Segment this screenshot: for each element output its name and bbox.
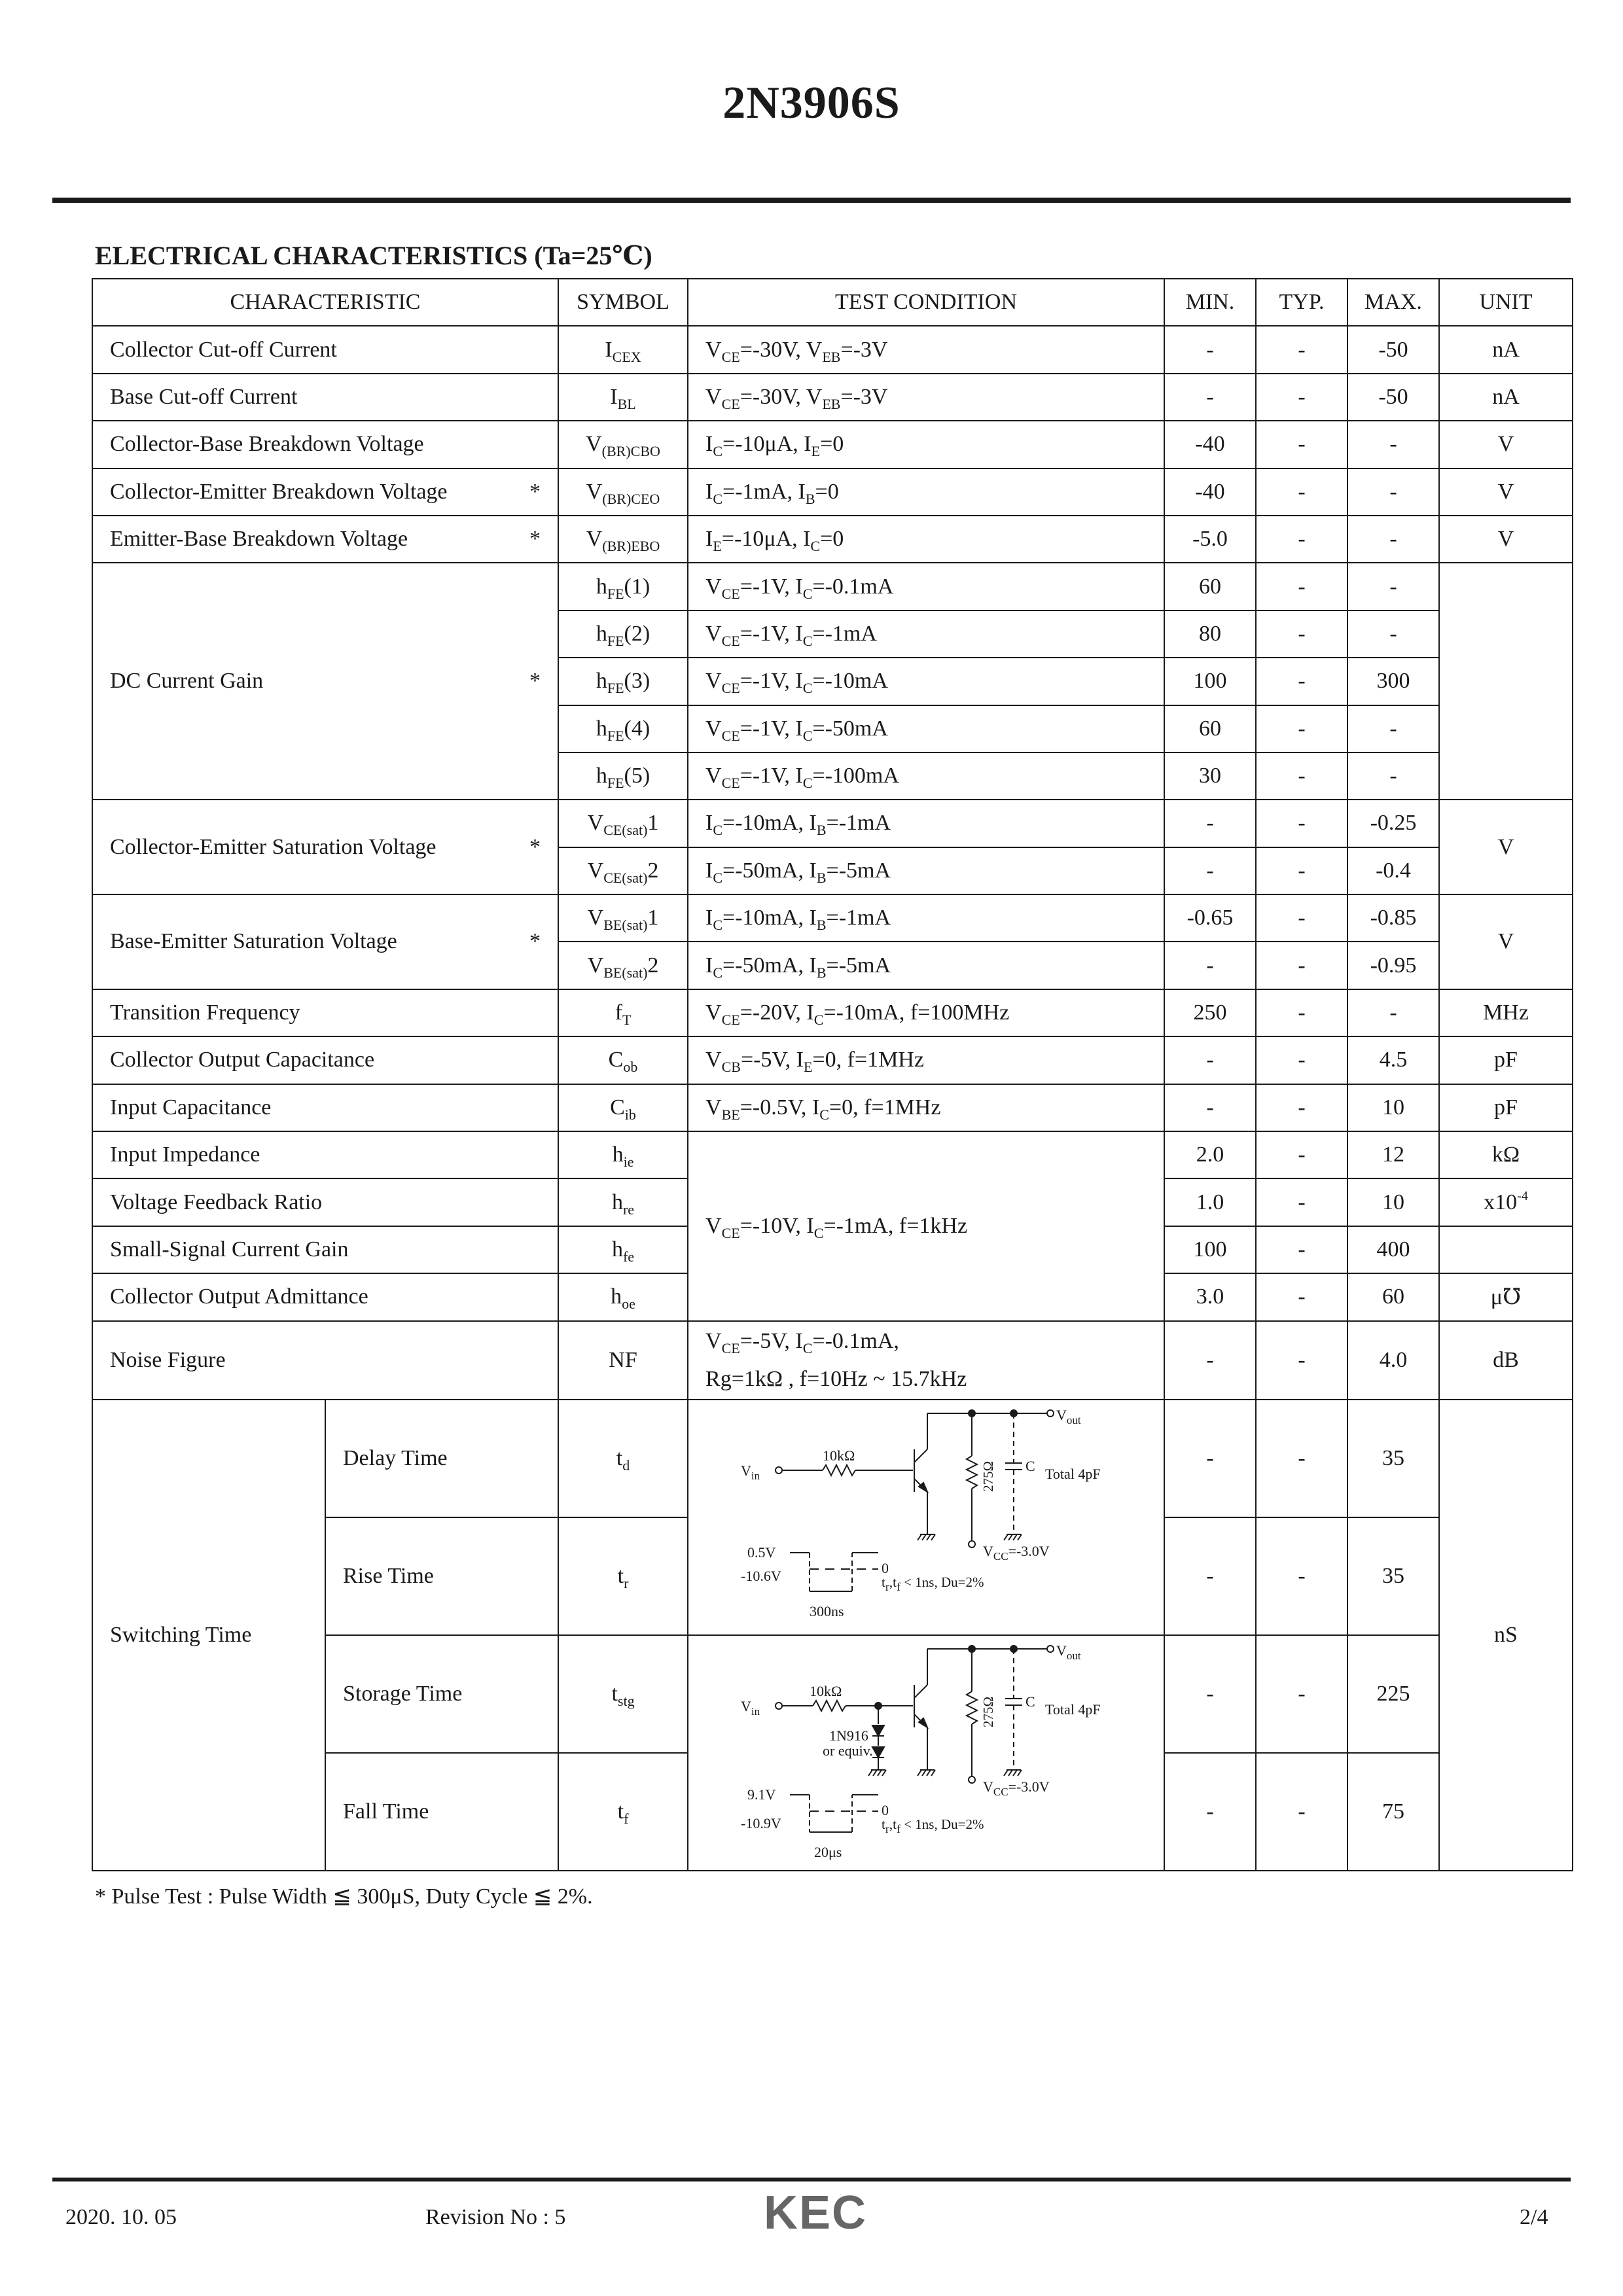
condition-cell: $I_C=-10mA$, $I_B=-1mA$ (688, 894, 1164, 942)
min-cell: 60 (1164, 563, 1256, 610)
symbol-cell: $t_{stg}$ (558, 1635, 688, 1753)
unit-cell: $x10^{-4}$ (1439, 1178, 1573, 1226)
sub-characteristic-cell: Rise Time (325, 1517, 558, 1635)
min-cell: 100 (1164, 658, 1256, 705)
min-cell: - (1164, 1036, 1256, 1084)
max-cell: 60 (1347, 1273, 1439, 1320)
typ-cell: - (1256, 1131, 1347, 1178)
vout-label: $V_{out}$ (1056, 1406, 1081, 1426)
table-row (92, 468, 1573, 516)
max-cell: -50 (1347, 374, 1439, 421)
page-title: 2N3906S (722, 78, 901, 128)
zero-level-label: 0 (882, 1559, 889, 1576)
typ-cell: - (1256, 421, 1347, 468)
max-cell: 10 (1347, 1084, 1439, 1131)
characteristic-cell: Collector Cut-off Current (92, 326, 558, 373)
typ-cell: - (1256, 1273, 1347, 1320)
condition-cell: $I_E=-10\mu A$, $I_C=0$ (688, 516, 1164, 563)
characteristic-cell: Switching Time (92, 1400, 325, 1871)
min-cell: 3.0 (1164, 1273, 1256, 1320)
characteristic-cell: Voltage Feedback Ratio (92, 1178, 558, 1226)
max-cell: 10 (1347, 1178, 1439, 1226)
typ-cell: - (1256, 1178, 1347, 1226)
vout-label: $V_{out}$ (1056, 1642, 1081, 1662)
table-row (92, 1321, 1573, 1400)
typ-cell: - (1256, 468, 1347, 516)
unit-cell: V (1439, 468, 1573, 516)
condition-line-2: Rg=1kΩ , f=10Hz ~ 15.7kHz (705, 1366, 967, 1391)
unit-cell (1439, 1226, 1573, 1273)
condition-cell: $V_{CE}=-1V$, $I_C=-100mA$ (688, 752, 1164, 800)
symbol-cell: $h_{FE}(4)$ (558, 705, 688, 752)
max-cell: - (1347, 989, 1439, 1036)
unit-cell: nA (1439, 326, 1573, 373)
min-cell: - (1164, 326, 1256, 373)
symbol-cell: $t_f$ (558, 1753, 688, 1871)
max-cell: - (1347, 610, 1439, 658)
unit-cell: MHz (1439, 989, 1573, 1036)
capacitor-label: C (1026, 1693, 1035, 1710)
symbol-cell: $h_{FE}(1)$ (558, 563, 688, 610)
min-cell: - (1164, 1753, 1256, 1871)
min-cell: - (1164, 1400, 1256, 1517)
characteristic-cell: Transition Frequency (92, 989, 558, 1036)
unit-cell: kΩ (1439, 1131, 1573, 1178)
typ-cell: - (1256, 847, 1347, 894)
max-cell: 400 (1347, 1226, 1439, 1273)
typ-cell: - (1256, 374, 1347, 421)
unit-cell: μ℧ (1439, 1273, 1573, 1320)
zero-level-label: 0 (882, 1801, 889, 1818)
typ-cell: - (1256, 1321, 1347, 1400)
header-typ: TYP. (1256, 279, 1347, 326)
condition-cell: $I_C=-1mA$, $I_B=0$ (688, 468, 1164, 516)
unit-cell: V (1439, 800, 1573, 894)
condition-cell: $V_{CE}=-1V$, $I_C=-0.1mA$ (688, 563, 1164, 610)
condition-line-1: $V_{CE}=-5V$, $I_C=-0.1mA$, (705, 1328, 899, 1356)
unit-cell: nS (1439, 1400, 1573, 1871)
table-header-row (92, 279, 1573, 326)
header-rule (52, 198, 1571, 203)
condition-cell: $V_{CE}=-1V$, $I_C=-50mA$ (688, 705, 1164, 752)
symbol-cell: $I_{BL}$ (558, 374, 688, 421)
condition-cell: $I_C=-50mA$, $I_B=-5mA$ (688, 847, 1164, 894)
typ-cell: - (1256, 752, 1347, 800)
delay-rise-test-circuit (688, 1400, 1164, 1635)
vin-label: $V_{in}$ (741, 1462, 760, 1482)
pulse-high-label: 9.1V (747, 1786, 776, 1803)
typ-cell: - (1256, 326, 1347, 373)
diode-label: 1N916 (829, 1727, 868, 1744)
condition-cell: $V_{CE}=-30V$, $V_{EB}=-3V$ (688, 326, 1164, 373)
footer-rule (52, 2178, 1571, 2181)
timing-spec-label: tr,tf < 1ns, Du=2% (882, 1816, 984, 1835)
symbol-cell: $V_{(BR)CEO}$ (558, 468, 688, 516)
symbol-cell: $h_{oe}$ (558, 1273, 688, 1320)
condition-cell: $V_{CE}=-1V$, $I_C=-1mA$ (688, 610, 1164, 658)
condition-cell: $V_{CE}=-10V$, $I_C=-1mA$, f=1kHz (688, 1131, 1164, 1321)
min-cell: 60 (1164, 705, 1256, 752)
resistor-label: 10kΩ (810, 1682, 842, 1699)
characteristic-cell: Small-Signal Current Gain (92, 1226, 558, 1273)
resistor-label: 10kΩ (823, 1447, 855, 1464)
symbol-cell: $f_T$ (558, 989, 688, 1036)
unit-cell: V (1439, 894, 1573, 989)
unit-cell (1439, 563, 1573, 800)
unit-cell: V (1439, 421, 1573, 468)
symbol-cell: $V_{CE(sat)}2$ (558, 847, 688, 894)
kec-logo (755, 2188, 876, 2235)
symbol-cell: $h_{ie}$ (558, 1131, 688, 1178)
characteristic-cell: Emitter-Base Breakdown Voltage * (92, 516, 558, 563)
condition-cell: $I_C=-10\mu A$, $I_E=0$ (688, 421, 1164, 468)
condition-cell: $I_C=-10mA$, $I_B=-1mA$ (688, 800, 1164, 847)
max-cell: -0.85 (1347, 894, 1439, 942)
typ-cell: - (1256, 1635, 1347, 1753)
typ-cell: - (1256, 1400, 1347, 1517)
symbol-cell: $V_{(BR)EBO}$ (558, 516, 688, 563)
max-cell: 225 (1347, 1635, 1439, 1753)
max-cell: 35 (1347, 1400, 1439, 1517)
condition-cell: $V_{CE}=-20V$, $I_C=-10mA$, f=100MHz (688, 989, 1164, 1036)
min-cell: - (1164, 1635, 1256, 1753)
typ-cell: - (1256, 658, 1347, 705)
min-cell: -0.65 (1164, 894, 1256, 942)
typ-cell: - (1256, 563, 1347, 610)
max-cell: 300 (1347, 658, 1439, 705)
condition-cell: $V_{BE}=-0.5V$, $I_C=0$, f=1MHz (688, 1084, 1164, 1131)
pulse-low-label: -10.9V (741, 1814, 781, 1831)
max-cell: - (1347, 421, 1439, 468)
min-cell: 1.0 (1164, 1178, 1256, 1226)
pulse-width-label: 300ns (810, 1602, 844, 1619)
sub-characteristic-cell: Storage Time (325, 1635, 558, 1753)
unit-cell: nA (1439, 374, 1573, 421)
footer-date: 2020. 10. 05 (65, 2205, 177, 2229)
symbol-cell: $C_{ib}$ (558, 1084, 688, 1131)
max-cell: 75 (1347, 1753, 1439, 1871)
footer-page-number: 2/4 (1520, 2205, 1548, 2229)
timing-spec-label: tr,tf < 1ns, Du=2% (882, 1574, 984, 1593)
characteristic-cell: Collector-Emitter Saturation Voltage * (92, 800, 558, 894)
characteristic-cell: Input Impedance (92, 1131, 558, 1178)
max-cell: - (1347, 563, 1439, 610)
typ-cell: - (1256, 894, 1347, 942)
condition-cell: $V_{CE}=-1V$, $I_C=-10mA$ (688, 658, 1164, 705)
typ-cell: - (1256, 1517, 1347, 1635)
min-cell: 2.0 (1164, 1131, 1256, 1178)
sub-characteristic-cell: Delay Time (325, 1400, 558, 1517)
min-cell: -5.0 (1164, 516, 1256, 563)
min-cell: -40 (1164, 421, 1256, 468)
condition-cell: $I_C=-50mA$, $I_B=-5mA$ (688, 942, 1164, 989)
symbol-cell: $V_{CE(sat)}1$ (558, 800, 688, 847)
capacitor-total-label: Total 4pF (1045, 1465, 1101, 1482)
typ-cell: - (1256, 610, 1347, 658)
min-cell: 80 (1164, 610, 1256, 658)
header-min: MIN. (1164, 279, 1256, 326)
typ-cell: - (1256, 1084, 1347, 1131)
unit-cell: V (1439, 516, 1573, 563)
characteristic-cell: Collector Output Capacitance (92, 1036, 558, 1084)
max-cell: - (1347, 468, 1439, 516)
typ-cell: - (1256, 942, 1347, 989)
characteristic-cell: Collector Output Admittance (92, 1273, 558, 1320)
capacitor-label: C (1026, 1457, 1035, 1474)
min-cell: 250 (1164, 989, 1256, 1036)
symbol-cell: $h_{re}$ (558, 1178, 688, 1226)
table-row (92, 1400, 1573, 1517)
symbol-cell: NF (558, 1321, 688, 1400)
typ-cell: - (1256, 516, 1347, 563)
header-characteristic: CHARACTERISTIC (92, 279, 558, 326)
header-symbol: SYMBOL (558, 279, 688, 326)
unit-cell: pF (1439, 1084, 1573, 1131)
table-row (92, 1084, 1573, 1131)
min-cell: 100 (1164, 1226, 1256, 1273)
characteristic-cell: Collector-Base Breakdown Voltage (92, 421, 558, 468)
pulse-low-label: -10.6V (741, 1567, 781, 1584)
typ-cell: - (1256, 1226, 1347, 1273)
pulse-width-label: 20μs (814, 1843, 842, 1860)
symbol-cell: $I_{CEX}$ (558, 326, 688, 373)
typ-cell: - (1256, 1036, 1347, 1084)
characteristic-cell: Noise Figure (92, 1321, 558, 1400)
pulse-high-label: 0.5V (747, 1544, 776, 1561)
table-row (92, 516, 1573, 563)
symbol-cell: $h_{FE}(5)$ (558, 752, 688, 800)
diode-note-label: or equiv. (823, 1742, 873, 1759)
capacitor-total-label: Total 4pF (1045, 1701, 1101, 1718)
table-row (92, 894, 1573, 942)
table-row (92, 1131, 1573, 1178)
svg-text:KEC: KEC (763, 2188, 868, 2235)
max-cell: 12 (1347, 1131, 1439, 1178)
symbol-cell: $h_{fe}$ (558, 1226, 688, 1273)
symbol-cell: $t_d$ (558, 1400, 688, 1517)
symbol-cell: $h_{FE}(3)$ (558, 658, 688, 705)
section-title: ELECTRICAL CHARACTERISTICS (Ta=25℃) (95, 241, 652, 270)
characteristic-cell: Input Capacitance (92, 1084, 558, 1131)
footer-revision: Revision No : 5 (425, 2205, 566, 2229)
vcc-label: $V_{CC}=-3.0V$ (983, 1542, 1050, 1563)
max-cell: -50 (1347, 326, 1439, 373)
max-cell: - (1347, 516, 1439, 563)
table-row (92, 326, 1573, 373)
table-row (92, 989, 1573, 1036)
min-cell: - (1164, 942, 1256, 989)
condition-cell: $V_{CB}=-5V$, $I_E=0$, f=1MHz (688, 1036, 1164, 1084)
typ-cell: - (1256, 800, 1347, 847)
pulse-test-footnote: * Pulse Test : Pulse Width ≦ 300μS, Duty Cycle ≦ 2%. (95, 1884, 593, 1909)
typ-cell: - (1256, 1753, 1347, 1871)
table-row (92, 374, 1573, 421)
symbol-cell: $t_r$ (558, 1517, 688, 1635)
max-cell: -0.25 (1347, 800, 1439, 847)
min-cell: - (1164, 847, 1256, 894)
symbol-cell: $V_{(BR)CBO}$ (558, 421, 688, 468)
characteristic-cell: Base Cut-off Current (92, 374, 558, 421)
condition-cell (688, 1321, 1164, 1400)
max-cell: 4.5 (1347, 1036, 1439, 1084)
condition-cell: $V_{CE}=-30V$, $V_{EB}=-3V$ (688, 374, 1164, 421)
characteristic-cell: Base-Emitter Saturation Voltage * (92, 894, 558, 989)
load-resistor-label: 275Ω (980, 1460, 997, 1492)
symbol-cell: $V_{BE(sat)}2$ (558, 942, 688, 989)
table-row (92, 421, 1573, 468)
characteristic-cell: Collector-Emitter Breakdown Voltage * (92, 468, 558, 516)
min-cell: - (1164, 1321, 1256, 1400)
max-cell: - (1347, 705, 1439, 752)
unit-cell: dB (1439, 1321, 1573, 1400)
vin-label: $V_{in}$ (741, 1697, 760, 1718)
sub-characteristic-cell: Fall Time (325, 1753, 558, 1871)
max-cell: 4.0 (1347, 1321, 1439, 1400)
storage-fall-test-circuit (688, 1635, 1164, 1871)
min-cell: 30 (1164, 752, 1256, 800)
symbol-cell: $h_{FE}(2)$ (558, 610, 688, 658)
typ-cell: - (1256, 705, 1347, 752)
electrical-characteristics-table (92, 278, 1573, 1871)
min-cell: - (1164, 374, 1256, 421)
min-cell: - (1164, 1517, 1256, 1635)
min-cell: - (1164, 800, 1256, 847)
min-cell: -40 (1164, 468, 1256, 516)
vcc-label: $V_{CC}=-3.0V$ (983, 1778, 1050, 1798)
table-row (92, 1036, 1573, 1084)
header-max: MAX. (1347, 279, 1439, 326)
min-cell: - (1164, 1084, 1256, 1131)
table-row (92, 563, 1573, 610)
load-resistor-label: 275Ω (980, 1696, 997, 1727)
typ-cell: - (1256, 989, 1347, 1036)
symbol-cell: $C_{ob}$ (558, 1036, 688, 1084)
header-test-condition: TEST CONDITION (688, 279, 1164, 326)
max-cell: -0.95 (1347, 942, 1439, 989)
header-unit: UNIT (1439, 279, 1573, 326)
symbol-cell: $V_{BE(sat)}1$ (558, 894, 688, 942)
max-cell: 35 (1347, 1517, 1439, 1635)
characteristic-cell: DC Current Gain * (92, 563, 558, 800)
max-cell: -0.4 (1347, 847, 1439, 894)
unit-cell: pF (1439, 1036, 1573, 1084)
max-cell: - (1347, 752, 1439, 800)
table-row (92, 800, 1573, 847)
